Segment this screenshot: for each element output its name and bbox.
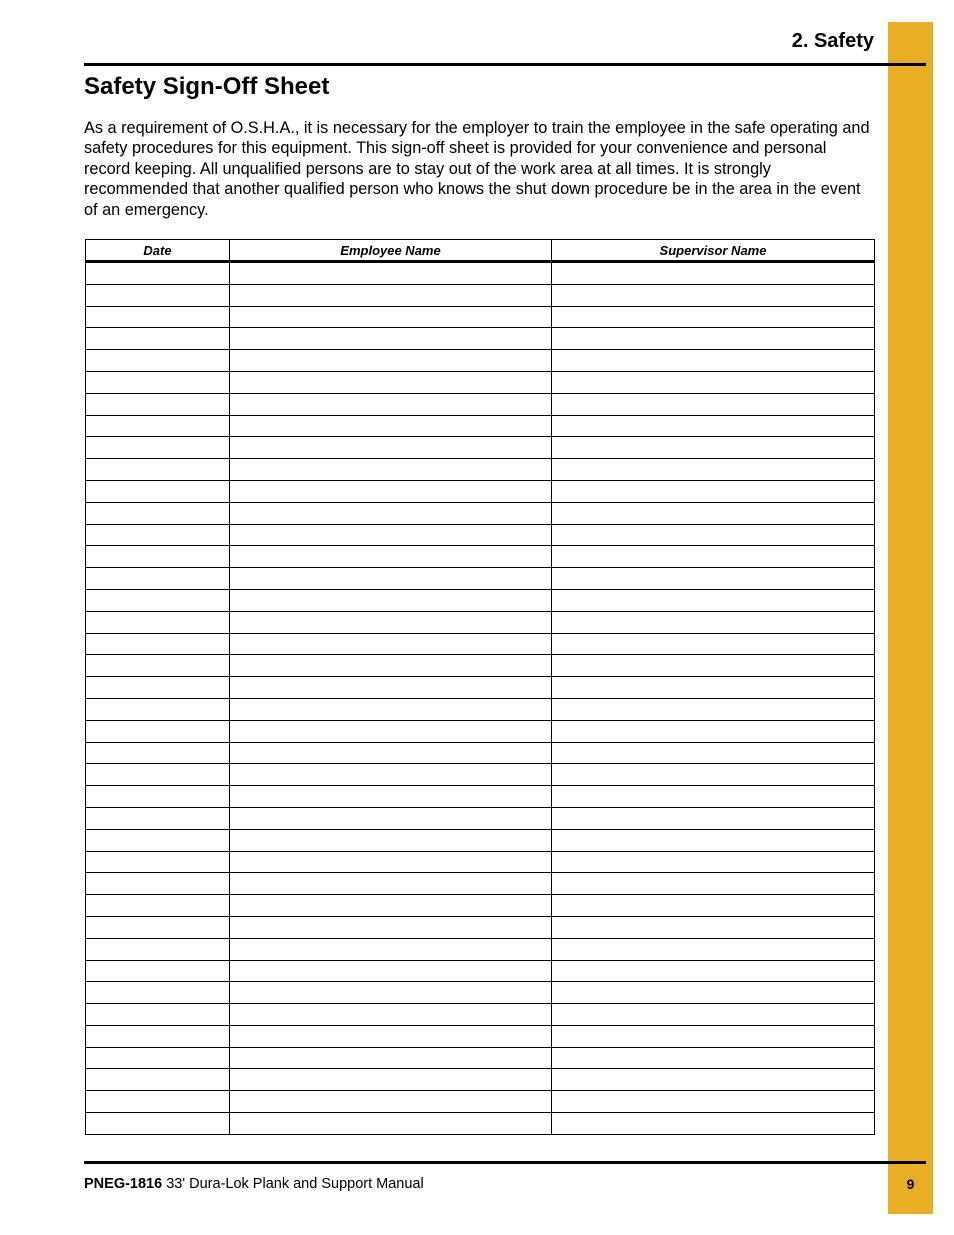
employee-name-cell[interactable] xyxy=(230,1004,552,1026)
supervisor-name-cell[interactable] xyxy=(552,284,875,306)
employee-name-cell[interactable] xyxy=(230,720,552,742)
table-row xyxy=(86,1047,875,1069)
employee-name-cell[interactable] xyxy=(230,655,552,677)
table-row xyxy=(86,1113,875,1135)
supervisor-name-cell[interactable] xyxy=(552,938,875,960)
employee-name-cell[interactable] xyxy=(230,611,552,633)
table-row xyxy=(86,720,875,742)
date-cell[interactable] xyxy=(86,960,230,982)
date-cell[interactable] xyxy=(86,350,230,372)
table-row xyxy=(86,262,875,285)
employee-name-cell[interactable] xyxy=(230,589,552,611)
date-cell[interactable] xyxy=(86,1091,230,1113)
table-row xyxy=(86,786,875,808)
employee-name-cell[interactable] xyxy=(230,350,552,372)
supervisor-name-cell[interactable] xyxy=(552,1069,875,1091)
table-row xyxy=(86,611,875,633)
column-header-employee-name: Employee Name xyxy=(230,240,552,262)
supervisor-name-cell[interactable] xyxy=(552,589,875,611)
supervisor-name-cell[interactable] xyxy=(552,524,875,546)
supervisor-name-cell[interactable] xyxy=(552,1004,875,1026)
supervisor-name-cell[interactable] xyxy=(552,437,875,459)
supervisor-name-cell[interactable] xyxy=(552,459,875,481)
table-row xyxy=(86,328,875,350)
table-row xyxy=(86,393,875,415)
date-cell[interactable] xyxy=(86,524,230,546)
supervisor-name-cell[interactable] xyxy=(552,916,875,938)
table-row xyxy=(86,1004,875,1026)
employee-name-cell[interactable] xyxy=(230,633,552,655)
date-cell[interactable] xyxy=(86,393,230,415)
table-row xyxy=(86,895,875,917)
date-cell[interactable] xyxy=(86,807,230,829)
date-cell[interactable] xyxy=(86,764,230,786)
column-header-date: Date xyxy=(86,240,230,262)
table-row xyxy=(86,1091,875,1113)
date-cell[interactable] xyxy=(86,611,230,633)
table-row xyxy=(86,807,875,829)
employee-name-cell[interactable] xyxy=(230,895,552,917)
section-color-tab xyxy=(888,22,933,1214)
supervisor-name-cell[interactable] xyxy=(552,742,875,764)
table-row xyxy=(86,982,875,1004)
date-cell[interactable] xyxy=(86,851,230,873)
date-cell[interactable] xyxy=(86,502,230,524)
employee-name-cell[interactable] xyxy=(230,851,552,873)
employee-name-cell[interactable] xyxy=(230,284,552,306)
date-cell[interactable] xyxy=(86,437,230,459)
footer-document-info xyxy=(84,1176,424,1192)
date-cell[interactable] xyxy=(86,1047,230,1069)
supervisor-name-cell[interactable] xyxy=(552,568,875,590)
employee-name-cell[interactable] xyxy=(230,568,552,590)
employee-name-cell[interactable] xyxy=(230,502,552,524)
table-row xyxy=(86,633,875,655)
table-row xyxy=(86,524,875,546)
supervisor-name-cell[interactable] xyxy=(552,851,875,873)
employee-name-cell[interactable] xyxy=(230,764,552,786)
supervisor-name-cell[interactable] xyxy=(552,371,875,393)
table-body xyxy=(86,262,875,1135)
supervisor-name-cell[interactable] xyxy=(552,1025,875,1047)
date-cell[interactable] xyxy=(86,568,230,590)
table-row xyxy=(86,502,875,524)
supervisor-name-cell[interactable] xyxy=(552,1113,875,1135)
intro-paragraph: As a requirement of O.S.H.A., it is necessary for the employer to train the employee in the safe operating and safety procedures for this equipment. This sign-off sheet is provided for your convenience and personal record keeping. All unqualified persons are to stay out of the work area at all times. It is strongly recommended that another qualified person who knows the shut down procedure be in the area in the event of an emergency. xyxy=(84,119,870,219)
table-row xyxy=(86,371,875,393)
table-row xyxy=(86,459,875,481)
table-row xyxy=(86,480,875,502)
supervisor-name-cell[interactable] xyxy=(552,829,875,851)
date-cell[interactable] xyxy=(86,698,230,720)
supervisor-name-cell[interactable] xyxy=(552,306,875,328)
date-cell[interactable] xyxy=(86,938,230,960)
section-header: 2. Safety xyxy=(791,30,874,52)
table-row xyxy=(86,851,875,873)
date-cell[interactable] xyxy=(86,720,230,742)
date-cell[interactable] xyxy=(86,633,230,655)
signoff-table xyxy=(85,239,875,1135)
supervisor-name-cell[interactable] xyxy=(552,350,875,372)
date-cell[interactable] xyxy=(86,916,230,938)
table-row xyxy=(86,306,875,328)
supervisor-name-cell[interactable] xyxy=(552,546,875,568)
page-title: Safety Sign-Off Sheet xyxy=(84,73,330,100)
employee-name-cell[interactable] xyxy=(230,546,552,568)
date-cell[interactable] xyxy=(86,415,230,437)
employee-name-cell[interactable] xyxy=(230,677,552,699)
table-row xyxy=(86,350,875,372)
employee-name-cell[interactable] xyxy=(230,262,552,285)
employee-name-cell[interactable] xyxy=(230,415,552,437)
supervisor-name-cell[interactable] xyxy=(552,262,875,285)
table-row xyxy=(86,1025,875,1047)
employee-name-cell[interactable] xyxy=(230,306,552,328)
employee-name-cell[interactable] xyxy=(230,960,552,982)
employee-name-cell[interactable] xyxy=(230,1113,552,1135)
date-cell[interactable] xyxy=(86,459,230,481)
date-cell[interactable] xyxy=(86,1113,230,1135)
supervisor-name-cell[interactable] xyxy=(552,415,875,437)
supervisor-name-cell[interactable] xyxy=(552,764,875,786)
table-row xyxy=(86,829,875,851)
date-cell[interactable] xyxy=(86,786,230,808)
employee-name-cell[interactable] xyxy=(230,459,552,481)
date-cell[interactable] xyxy=(86,306,230,328)
date-cell[interactable] xyxy=(86,655,230,677)
employee-name-cell[interactable] xyxy=(230,873,552,895)
employee-name-cell[interactable] xyxy=(230,328,552,350)
supervisor-name-cell[interactable] xyxy=(552,393,875,415)
supervisor-name-cell[interactable] xyxy=(552,502,875,524)
table-row xyxy=(86,938,875,960)
table-row xyxy=(86,589,875,611)
table-row xyxy=(86,916,875,938)
employee-name-cell[interactable] xyxy=(230,807,552,829)
supervisor-name-cell[interactable] xyxy=(552,698,875,720)
supervisor-name-cell[interactable] xyxy=(552,960,875,982)
employee-name-cell[interactable] xyxy=(230,916,552,938)
table-header-row xyxy=(86,240,875,262)
employee-name-cell[interactable] xyxy=(230,371,552,393)
table-row xyxy=(86,415,875,437)
column-header-supervisor-name: Supervisor Name xyxy=(552,240,875,262)
supervisor-name-cell[interactable] xyxy=(552,1091,875,1113)
date-cell[interactable] xyxy=(86,328,230,350)
table-row xyxy=(86,698,875,720)
table-row xyxy=(86,873,875,895)
employee-name-cell[interactable] xyxy=(230,742,552,764)
table-row xyxy=(86,677,875,699)
table-row xyxy=(86,284,875,306)
table-row xyxy=(86,960,875,982)
employee-name-cell[interactable] xyxy=(230,393,552,415)
employee-name-cell[interactable] xyxy=(230,698,552,720)
employee-name-cell[interactable] xyxy=(230,524,552,546)
employee-name-cell[interactable] xyxy=(230,1091,552,1113)
supervisor-name-cell[interactable] xyxy=(552,677,875,699)
date-cell[interactable] xyxy=(86,1025,230,1047)
supervisor-name-cell[interactable] xyxy=(552,982,875,1004)
footer-rule xyxy=(84,1161,926,1164)
supervisor-name-cell[interactable] xyxy=(552,328,875,350)
date-cell[interactable] xyxy=(86,1069,230,1091)
employee-name-cell[interactable] xyxy=(230,480,552,502)
employee-name-cell[interactable] xyxy=(230,437,552,459)
employee-name-cell[interactable] xyxy=(230,786,552,808)
page-number: 9 xyxy=(906,1176,915,1192)
table-row xyxy=(86,568,875,590)
employee-name-cell[interactable] xyxy=(230,982,552,1004)
date-cell[interactable] xyxy=(86,546,230,568)
date-cell[interactable] xyxy=(86,589,230,611)
date-cell[interactable] xyxy=(86,262,230,285)
date-cell[interactable] xyxy=(86,677,230,699)
date-cell[interactable] xyxy=(86,1004,230,1026)
supervisor-name-cell[interactable] xyxy=(552,633,875,655)
supervisor-name-cell[interactable] xyxy=(552,480,875,502)
date-cell[interactable] xyxy=(86,982,230,1004)
table-row xyxy=(86,764,875,786)
employee-name-cell[interactable] xyxy=(230,1025,552,1047)
table-row xyxy=(86,437,875,459)
supervisor-name-cell[interactable] xyxy=(552,611,875,633)
table-row xyxy=(86,546,875,568)
footer-doc-title: 33' Dura-Lok Plank and Support Manual xyxy=(166,1176,424,1192)
footer-doc-code: PNEG-1816 xyxy=(84,1176,163,1192)
date-cell[interactable] xyxy=(86,480,230,502)
employee-name-cell[interactable] xyxy=(230,938,552,960)
supervisor-name-cell[interactable] xyxy=(552,807,875,829)
employee-name-cell[interactable] xyxy=(230,1069,552,1091)
date-cell[interactable] xyxy=(86,829,230,851)
header-rule xyxy=(84,63,926,66)
supervisor-name-cell[interactable] xyxy=(552,873,875,895)
date-cell[interactable] xyxy=(86,371,230,393)
employee-name-cell[interactable] xyxy=(230,1047,552,1069)
employee-name-cell[interactable] xyxy=(230,829,552,851)
table-row xyxy=(86,1069,875,1091)
table-row xyxy=(86,742,875,764)
supervisor-name-cell[interactable] xyxy=(552,655,875,677)
date-cell[interactable] xyxy=(86,742,230,764)
table-row xyxy=(86,655,875,677)
date-cell[interactable] xyxy=(86,873,230,895)
supervisor-name-cell[interactable] xyxy=(552,895,875,917)
supervisor-name-cell[interactable] xyxy=(552,786,875,808)
supervisor-name-cell[interactable] xyxy=(552,1047,875,1069)
supervisor-name-cell[interactable] xyxy=(552,720,875,742)
date-cell[interactable] xyxy=(86,895,230,917)
date-cell[interactable] xyxy=(86,284,230,306)
